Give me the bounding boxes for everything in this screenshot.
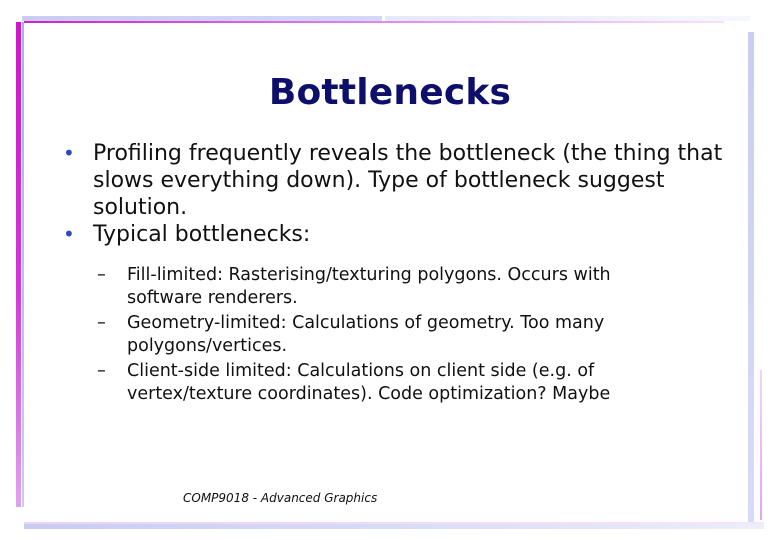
sub-bullet-item <box>0 360 687 406</box>
frame-top-accent-line <box>24 21 724 23</box>
frame-right-accent-line <box>760 370 762 520</box>
sub-bullet-text: Client-side limited: Calculations on client side (e.g. of vertex/texture coordinates). Code optimization? Maybe <box>127 361 611 404</box>
sub-bullet-list <box>0 264 740 406</box>
slide-title: Bottlenecks <box>268 72 512 113</box>
bullet-text: Profiling frequently reveals the bottleneck (the thing that slows everything down). Type of bottleneck suggest solution. <box>93 141 723 220</box>
sub-bullet-marker: – <box>97 313 106 333</box>
bullet-item <box>0 221 740 248</box>
sub-bullet-item <box>0 312 687 358</box>
sub-bullet-text: Fill-limited: Rasterising/texturing polygons. Occurs with software renderers. <box>127 265 611 308</box>
bullet-marker: • <box>63 141 75 165</box>
sub-bullet-text: Geometry-limited: Calculations of geometry. Too many polygons/vertices. <box>127 313 605 356</box>
slide-content <box>0 140 740 406</box>
bullet-marker: • <box>63 222 75 246</box>
slide-footer: COMP9018 - Advanced Graphics <box>183 491 378 505</box>
bullet-item <box>0 140 740 221</box>
frame-bottom-bar <box>24 524 764 529</box>
sub-bullet-marker: – <box>97 361 106 381</box>
sub-bullet-marker: – <box>97 265 106 285</box>
sub-bullet-item <box>0 264 687 310</box>
bullet-text: Typical bottlenecks: <box>93 222 311 247</box>
